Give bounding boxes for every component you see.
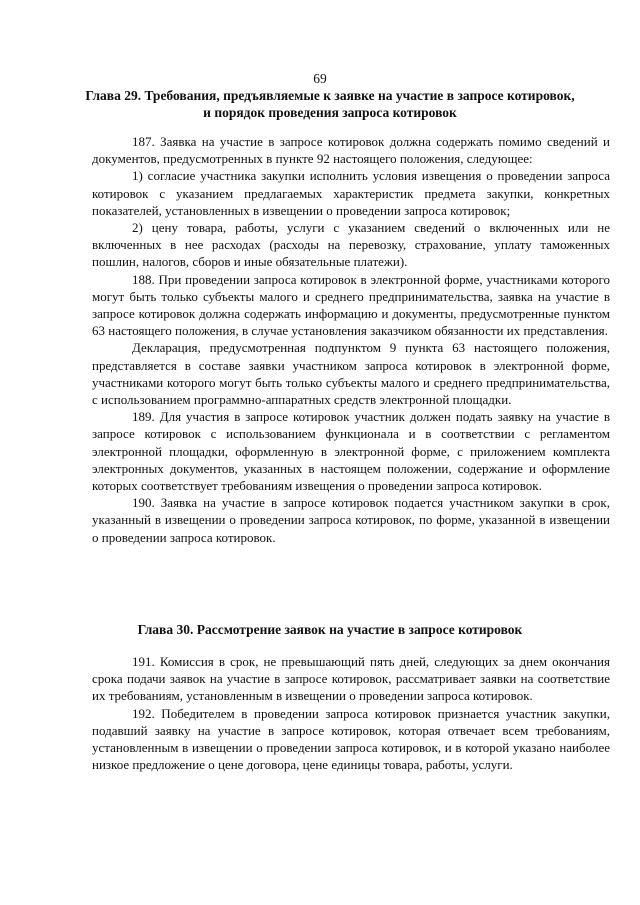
chapter-30-body	[92, 653, 610, 773]
paragraph-187: 187. Заявка на участие в запросе котировок должна содержать помимо сведений и документов, предусмотренных в пункте 92 настоящего положения, следующее:	[92, 134, 610, 167]
paragraph-190: 190. Заявка на участие в запросе котировок подается участником закупки в срок, указанный в извещении о проведении запроса котировок, по форме, указанной в извещении о проведении запроса котировок.	[92, 495, 610, 545]
page-number: 69	[313, 71, 327, 86]
chapter-29-body	[92, 133, 610, 546]
paragraph-188: 188. При проведении запроса котировок в электронной форме, участниками которого могут быть только субъекты малого и среднего предпринимательства, заявка на участие в запросе котировок должна содержать информацию и документы, предусмотренные пунктом 63 настоящего положения, в случае установления заказчиком обязанности их представления.	[92, 271, 610, 339]
paragraph-187-item-1: 1) согласие участника закупки исполнить условия извещения о проведении запроса котировок с указанием предлагаемых характеристик предмета закупки, конкретных показателей, установленных в извещении о проведении запроса котировок;	[92, 168, 610, 218]
paragraph-189: 189. Для участия в запросе котировок участник должен подать заявку на участие в запросе котировок с использованием функционала и в соответствии с регламентом электронной площадки, оформленную в электронной форме, с приложением комплекта электронных документов, указанных в настоящем положении, содержание и оформление которых соответствует требованиям извещения о проведении запроса котировок.	[92, 409, 610, 494]
paragraph-187-item-2: 2) цену товара, работы, услуги с указанием сведений о включенных или не включенных в нее расходах (расходы на перевозку, страхование, уплату таможенных пошлин, налогов, сборов и иные обязательные платежи).	[92, 220, 610, 270]
chapter-29-title: Глава 29. Требования, предъявляемые к заявке на участие в запросе котировок, и порядок проведения запроса котировок	[85, 88, 575, 120]
paragraph-192: 192. Победителем в проведении запроса котировок признается участник закупки, подавший заявку на участие в запросе котировок, которая отвечает всем требованиям, установленным в извещении о проведении запроса котировок, и в которой указано наиболее низкое предложение о цене договора, цене единицы товара, работы, услуги.	[92, 705, 610, 773]
paragraph-188-declaration: Декларация, предусмотренная подпунктом 9 пункта 63 настоящего положения, представляется в составе заявки участником запроса котировок в электронной форме, участниками которого могут быть только субъекты малого и среднего предпринимательства, с использованием программно-аппаратных средств электронной площадки.	[92, 340, 610, 408]
chapter-30-title: Глава 30. Рассмотрение заявок на участие в запросе котировок	[137, 622, 523, 637]
paragraph-191: 191. Комиссия в срок, не превышающий пять дней, следующих за днем окончания срока подачи заявок на участие в запросе котировок, рассматривает заявки на соответствие их требованиям, установленным в извещении о проведении запроса котировок.	[92, 654, 610, 704]
